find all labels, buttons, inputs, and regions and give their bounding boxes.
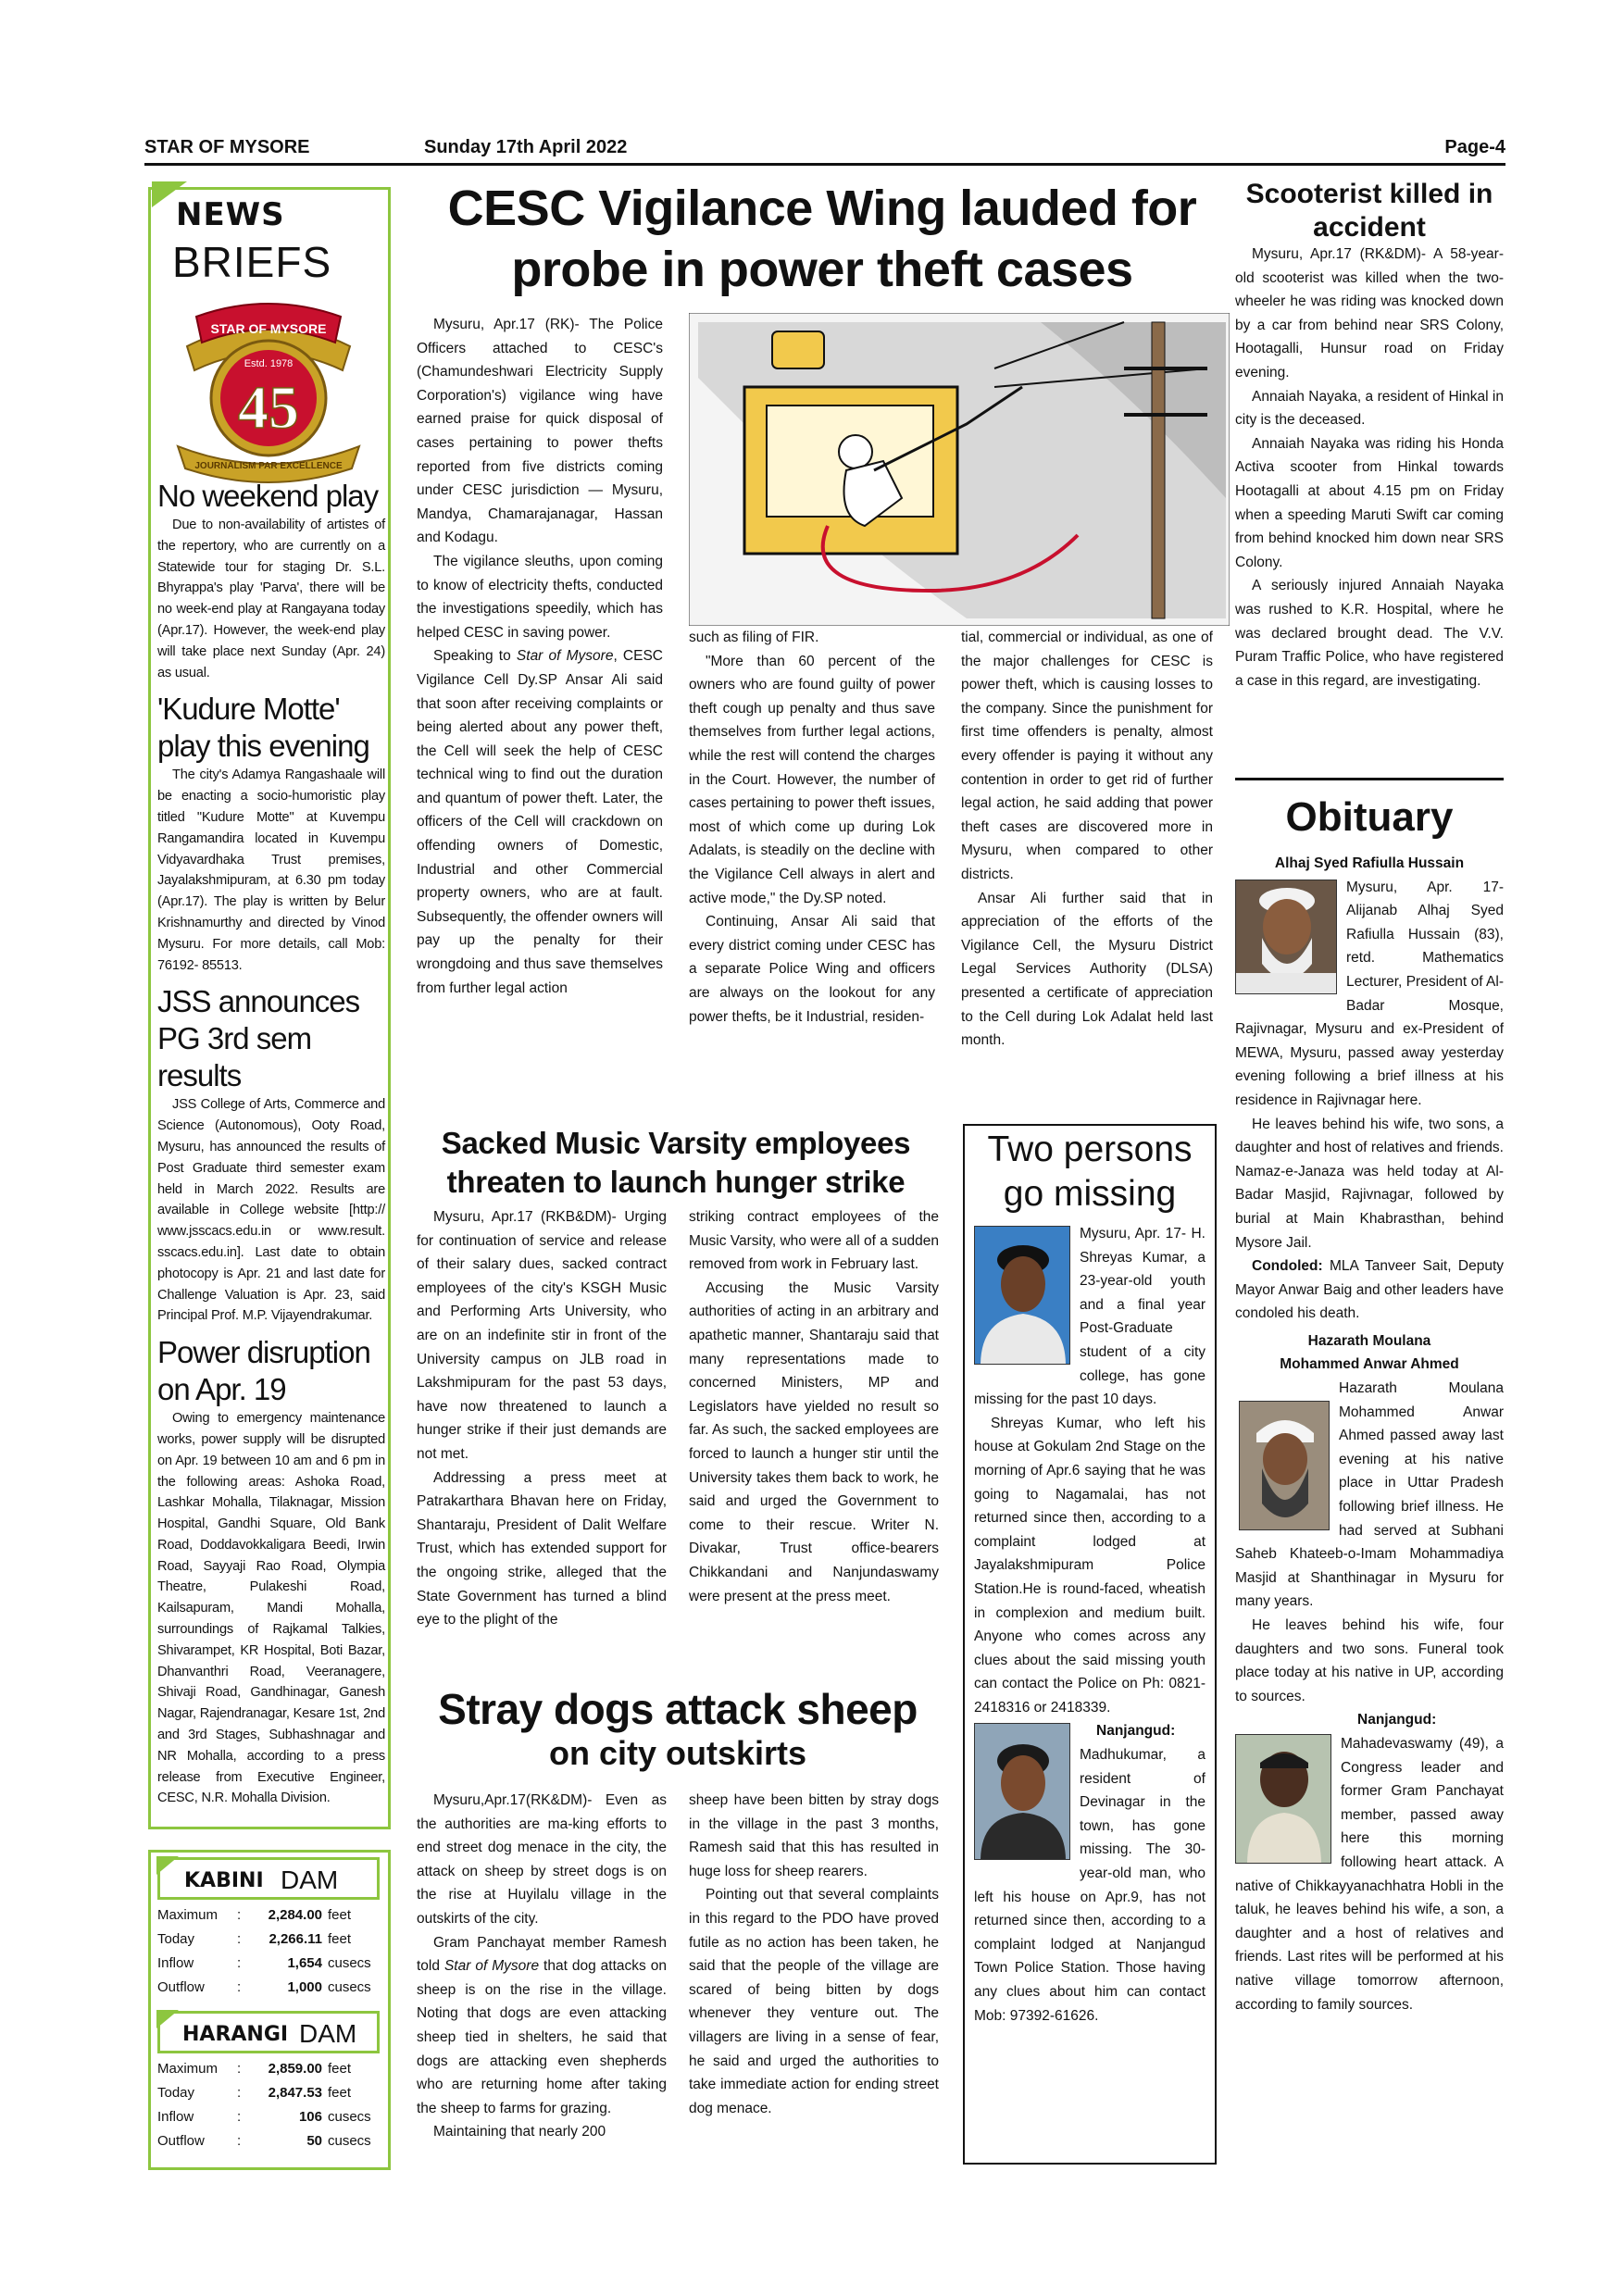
dam-label: DAM xyxy=(299,2019,357,2048)
dam-name: KABINI xyxy=(184,1869,264,1892)
paper-name: STAR OF MYSORE xyxy=(144,137,310,157)
anniversary-logo xyxy=(159,298,378,485)
logo-top-text: STAR OF MYSORE xyxy=(210,321,327,336)
logo-estd: Estd. 1978 xyxy=(244,358,294,369)
brief-text: Owing to emergency maintenance works, power supply will be disrupted on Apr. 19 between 10 am and 6 pm in the following areas: Ashoka Road, Lashkar Mohalla, Tilaknagar, Mission Hospital, Gandhi Square, Old Bank Road, Doddavokkaligara Beedi, Irwin Road, Sayyaji Rao Road, Olympia Theatre, Pulakeshi Road, Kailsapuram, Mandi Mohalla, surroundings of Rajkamal Talkies, Shivarampet, KR Hospital, Boti Bazar, Dhanvanthri Road, Veeranagere, Shivaji Road, Gandhinagar, Ganesh Nagar, Rajendranagar, Kesare 1st, 2nd and 3rd Stages, Subhashnagar and NR Mohalla, according to a press release from Executive Engineer, CESC, N.R. Mohalla Division. xyxy=(157,1411,385,1806)
brief-text: The city's Adamya Rangashaale will be enacting a socio-humoristic play titled "Kudure Motte" at Kuvempu Rangamandira located in Kuvempu Vidyavardhaka Trust premises, Jayalakshmipuram, at 6.30 pm today (Apr.17). The play is written by Belur Krishnamurthy and directed by Vinod Mysuru. For more details, call Mob: 76192- 85513. xyxy=(157,767,385,973)
dogs-column-2: sheep have been bitten by stray dogs in the village in the past 3 months, Ramesh said that this has resulted in huge loss for sheep rearers. Pointing out that several complaints in this regard to the PDO have proved futile as no action has been taken, he said that the people of the village are scared of being bitten by dogs whenever they venture out. The villagers are living in a sense of fear, he said and urged the authorities to take immediate action for ending street dog menace. xyxy=(689,1792,939,2116)
corner-flag-icon xyxy=(156,2010,182,2032)
dogs-column-1: Mysuru,Apr.17(RK&DM)- Even as the authorities are ma-king efforts to end street dog menace in the city, the attack on sheep by street dogs is on the rise at Huyilalu village in the outskirts of the city. Gram Panchayat member Ramesh told Star of Mysore that dog attacks on sheep is on the rise in the village. Noting that dogs are even attacking sheep tied in shelters, he said that dogs are attacking even shepherds who are returning home after taking the sheep to farms for grazing. Maintaining that nearly 200 xyxy=(417,1792,667,2140)
dam-table xyxy=(157,1903,380,2000)
dogs-headline: Stray dogs attack sheep xyxy=(438,1685,918,1733)
obituary-rule xyxy=(1235,778,1504,780)
dam-row: Inflow : 106 cusecs xyxy=(157,2109,371,2125)
obituary-name: Alhaj Syed Rafiulla Hussain xyxy=(1274,855,1465,871)
missing-person-photo xyxy=(974,1723,1070,1860)
dam-row: Maximum : 2,859.00 feet xyxy=(157,2061,352,2077)
issue-date: Sunday 17th April 2022 xyxy=(424,137,628,157)
page-number: Page-4 xyxy=(1444,137,1505,157)
brief-heading: Power disruption on Apr. 19 xyxy=(157,1335,370,1407)
obituary-photo xyxy=(1235,880,1337,994)
music-column-1: Mysuru, Apr.17 (RKB&DM)- Urging for continuation of service and release of their salary dues, sacked contract employees of the city's KSGH Music and Performing Arts University, who are on an indefinite stir in front of the University campus on JLB road in Lakshmipuram for the past 53 days, have now threatened to launch a hunger strike if their just demands are not met. Addressing a press meet at Patrakarthara Bhavan here on Friday, Shantaraju, President of Dalit Welfare Trust, which has extended support for the ongoing strike, alleged that the State Government has turned a blind eye to the plight of the xyxy=(417,1209,667,1628)
dam-row: Outflow : 50 cusecs xyxy=(157,2133,371,2149)
dam-row: Today : 2,847.53 feet xyxy=(157,2085,352,2101)
dam-harangi xyxy=(157,2011,380,2153)
obituary-name: Hazarath Moulana xyxy=(1307,1332,1431,1349)
scooterist-headline: Scooterist killed in accident xyxy=(1245,179,1493,243)
obituary-body: Alhaj Syed Rafiulla Hussain Mysuru, Apr. 17- Alijanab Alhaj Syed Rafiulla Hussain (83), retd. Mathematics Lecturer, President of Al-Badar Mosque, Rajivnagar, Mysuru and ex-President of MEWA, Mysuru, passed away yesterday evening following a brief illness at his residence in Rajivnagar here. He leaves behind his wife, two sons, a daughter and host of relatives and friends. Namaz-e-Janaza was held today at Al-Badar Masjid, Rajivnagar, followed by burial at Main Khabrasthan, behind Mysore Jail. Condoled: MLA Tanveer Sait, Deputy Mayor Anwar Baig and other leaders have condoled his death. Hazarath Moulana Mohammed Anwar Ahmed Hazarath Moulana Mohammed Anwar Ahmed passed away last evening at his native place in Uttar Pradesh following brief illness. He had served at Subhani Saheb Khateeb-o-Imam Mohammadiya Masjid at Shanthinagar in Mysuru for many years. He leaves behind his wife, four daughters and two sons. Funeral took place today at his native in UP, according to sources. Nanjangud: Mahadevaswamy (49), a Congress leader and former Gram Panchayat member, passed away here this morning following heart attack. A native of Chikkayyanachhatra Hobli in the taluk, he leaves behind his wife, a son, a daughter and a host of relatives and friends. Last rites will be performed at his native village tomorrow afternoon, according to family sources. xyxy=(1235,852,1504,2016)
dam-row: Inflow : 1,654 cusecs xyxy=(157,1955,371,1971)
dam-row: Outflow : 1,000 cusecs xyxy=(157,1979,371,1995)
dogs-subheadline: on city outskirts xyxy=(548,1734,807,1772)
obituary-photo xyxy=(1239,1401,1330,1530)
briefs-title: BRIEFS xyxy=(172,238,332,286)
masthead xyxy=(144,133,1505,165)
cesc-headline: CESC Vigilance Wing lauded for probe in power theft cases xyxy=(447,181,1197,297)
missing-headline: Two persons go missing xyxy=(987,1129,1193,1214)
briefs-list xyxy=(157,478,385,1809)
music-headline: Sacked Music Varsity employees threaten to launch hunger strike xyxy=(441,1126,911,1199)
brief-heading: JSS announces PG 3rd sem results xyxy=(157,984,360,1093)
cesc-column-2: such as filing of FIR. "More than 60 percent of the owners who are found guilty of power theft cough up penalty and thus save themselves from further legal actions, while the rest will contend the charges in the Court. However, the number of cases pertaining to power theft issues, most of which come up during Lok Adalats, is steadily on the decline with the Vigilance Cell always in alert and active mode," the Dy.SP noted. Continuing, Ansar Ali said that every district coming under CESC has a separate Police Wing and officers are always on the lookout for any power thefts, be it Industrial, residen- xyxy=(689,630,935,1025)
obituary-photo xyxy=(1235,1734,1331,1864)
cesc-column-1: Mysuru, Apr.17 (RK)- The Police Officers attached to CESC's (Chamundeshwari Electricity Supply Corporation's) vigilance wing have earned praise for quick disposal of cases pertaining to power thefts reported from five districts coming under CESC jurisdiction — Mysuru, Mandya, Chamarajanagar, Hassan and Kodagu. The vigilance sleuths, upon coming to know of electricity thefts, conducted the investigations speedily, which has helped CESC in saving power. Speaking to Star of Mysore, CESC Vigilance Cell Dy.SP Ansar Ali said that soon after receiving complaints or being alerted about any power theft, the Cell will seek the help of CESC technical wing to find out the duration and quantum of power theft. Later, the officers of the Cell will crackdown on offending owners of Domestic, Industrial and other Commercial property owners, who are at fault. Subsequently, the offender owners will pay up the penalty for their wrongdoing and thus save themselves from further legal action xyxy=(417,317,663,996)
dam-row: Maximum : 2,284.00 feet xyxy=(157,1907,352,1923)
missing-person-photo xyxy=(974,1226,1070,1365)
corner-flag-icon xyxy=(156,1856,182,1878)
dam-name: HARANGI xyxy=(182,2023,289,2046)
brief-heading: 'Kudure Motte' play this evening xyxy=(157,692,369,764)
logo-ribbon-text: JOURNALISM PAR EXCELLENCE xyxy=(194,461,343,471)
briefs-title-news: NEWS xyxy=(176,196,285,233)
obituary-name: Mohammed Anwar Ahmed xyxy=(1280,1356,1459,1373)
dam-row: Today : 2,266.11 feet xyxy=(157,1931,352,1947)
dam-title-box xyxy=(157,1857,380,1900)
brief-text: Due to non-availability of artistes of the repertory, who are currently on a Statewide tour for staging Dr. S.L. Bhyrappa's play 'Parva', there will be no week-end play at Rangayana today (Apr.17). However, the week-end play will take place next Sunday (Apr. 24) as usual. xyxy=(157,518,385,680)
brief-text: JSS College of Arts, Commerce and Science (Autonomous), Ooty Road, Mysuru, has announced the results of Post Graduate third semester exam held in March 2022. Results are available in College website [http:// www.jsscacs.edu.in or www.result. sscacs.edu.in]. Last date to obtain photocopy is Apr. 21 and last date for Challenge Valuation is Apr. 23, said Principal Prof. M.P. Vijayendrakumar. xyxy=(157,1097,385,1324)
dam-title-box xyxy=(157,2011,380,2053)
obituary-title: Obituary xyxy=(1285,794,1454,840)
masthead-rule xyxy=(144,163,1505,166)
scooterist-body: Mysuru, Apr.17 (RK&DM)- A 58-year-old scooterist was killed when the two-wheeler he was riding was knocked down by a car from behind near SRS Colony, Hootagalli, Hunsur road on Friday evening. Annaiah Nayaka, a resident of Hinkal in city is the deceased. Annaiah Nayaka was riding his Honda Activa scooter from Hinkal towards Hootagalli at about 4.15 pm on Friday when a speeding Maruti Swift car coming from behind knocked him down near SRS Colony. A seriously injured Annaiah Nayaka was rushed to K.R. Hospital, where he was declared brought dead. The V.V. Puram Traffic Police, who have registered a case in this regard, are investigating. xyxy=(1235,246,1504,689)
power-theft-cartoon xyxy=(689,313,1230,626)
logo-number: 45 xyxy=(238,374,299,442)
music-column-2: striking contract employees of the Music Varsity, who were all of a sudden removed from work in February last. Accusing the Music Varsity authorities of acting in an arbitrary and apathetic manner, Shantaraju said that many representations made to concerned Ministers, MP and Legislators have yielded no result so far. As such, the sacked employees are forced to launch a hunger stir until the University takes them back to work, he said and urged the Government to come to their rescue. Writer N. Divakar, Trust office-bearers Chikkandani and Nanjundaswamy were present at the press meet. xyxy=(689,1209,939,1604)
brief-heading: No weekend play xyxy=(157,479,379,513)
dam-kabini xyxy=(157,1857,380,2000)
dam-table xyxy=(157,2057,380,2153)
dam-label: DAM xyxy=(281,1866,339,1894)
cesc-column-3: tial, commercial or individual, as one of the major challenges for CESC is power theft, which is causing losses to the company. Since the punishment for first time offenders is penalty, almost every offender is paying it without any contention in order to get rid of further legal action, he said adding that power theft cases are discovered more in Mysuru, when compared to other districts. Ansar Ali further said that in appreciation of the efforts of the Vigilance Cell, the Mysuru District Legal Services Authority (DLSA) presented a certificate of appreciation to the Cell during Lok Adalat held last month. xyxy=(961,630,1213,1049)
missing-body: Mysuru, Apr. 17- H. Shreyas Kumar, a 23-year-old youth and a final year Post-Graduate student of a city college, has gone missing for the past 10 days. Shreyas Kumar, who left his house at Gokulam 2nd Stage on the morning of Apr.6 saying that he was going to Nagamalai, has not returned since then, according to a complaint lodged at Jayalakshmipuram Police Station.He is round-faced, wheatish in complexion and medium built. Anyone who comes across any clues about the said missing youth can contact the Police on Ph: 0821- 2418316 or 2418339. Nanjangud: Madhukumar, a resident of Devinagar in the town, has gone missing. The 30-year-old man, who left his house on Apr.9, has not returned since then, according to a complaint lodged at Nanjangud Town Police Station. Those having any clues about him can contact Mob: 97392-61626. xyxy=(974,1226,1206,2024)
